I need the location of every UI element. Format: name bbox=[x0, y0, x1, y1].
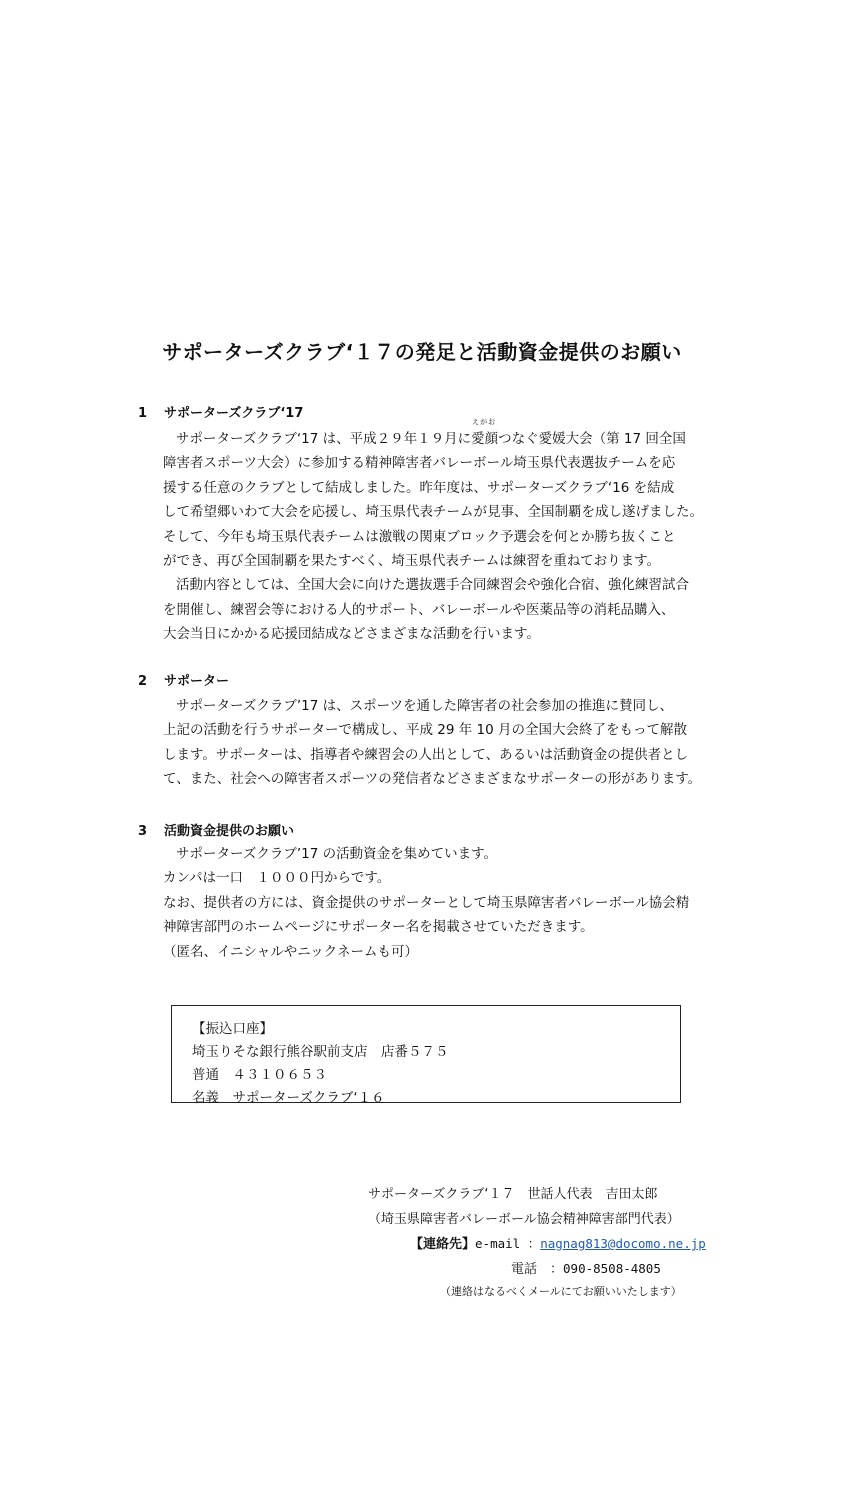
account-label: 【振込口座】 bbox=[192, 1021, 273, 1037]
section-2-title: サポーター bbox=[164, 674, 230, 689]
contact-phone-line bbox=[511, 1258, 661, 1277]
email-link[interactable]: nagnag813@docomo.ne.jp bbox=[540, 1236, 706, 1251]
section-2-number: 2 bbox=[138, 674, 148, 689]
paragraph-line: （匿名、イニシャルやニックネームも可） bbox=[163, 943, 419, 960]
account-number: 普通 ４３１０６５３ bbox=[192, 1067, 327, 1083]
ruby-reading: えがお bbox=[472, 418, 497, 426]
section-3-number: 3 bbox=[138, 824, 148, 839]
phone-label: 電話 ： bbox=[511, 1262, 564, 1277]
paragraph-line: サポーターズクラブ’17 の活動資金を集めています。 bbox=[176, 846, 498, 862]
paragraph-line: 援する任意のクラブとして結成しました。昨年度は、サポーターズクラブ‘16 を結成 bbox=[163, 479, 675, 496]
section-3-heading bbox=[138, 820, 294, 839]
paragraph-line: 上記の活動を行うサポーターで構成し、平成 29 年 10 月の全国大会終了をもって解散 bbox=[163, 722, 688, 739]
ruby-word: えがお 愛顔 bbox=[471, 418, 499, 447]
section-3-body bbox=[163, 842, 733, 964]
contact-note: （連絡はなるべくメールにてお願いいたします） bbox=[440, 1285, 682, 1298]
paragraph-line: 神障害部門のホームページにサポーター名を掲載させていただきます。 bbox=[163, 919, 594, 936]
representative-affiliation: （埼玉県障害者バレーボール協会精神障害部門代表） bbox=[368, 1212, 680, 1227]
email-label: e-mail ： bbox=[475, 1236, 541, 1251]
section-3-title: 活動資金提供のお願い bbox=[164, 824, 295, 839]
section-1-body bbox=[163, 418, 733, 647]
account-holder: 名義 サポーターズクラブ‘１６ bbox=[192, 1090, 385, 1106]
section-1-number: 1 bbox=[138, 406, 148, 421]
section-1-heading bbox=[138, 402, 303, 421]
contact-email-line bbox=[410, 1233, 706, 1252]
paragraph-line: 大会当日にかかる応援団結成などさまざまな活動を行います。 bbox=[163, 626, 540, 643]
paragraph-line: サポーターズクラブ’17 は、スポーツを通した障害者の社会参加の推進に賛同し、 bbox=[176, 698, 674, 714]
paragraph-line: カンパは一口 １０００円からです。 bbox=[163, 870, 391, 887]
paragraph-line: なお、提供者の方には、資金提供のサポーターとして埼玉県障害者バレーボール協会精 bbox=[163, 894, 690, 911]
section-2-body bbox=[163, 694, 733, 792]
paragraph-line: 障害者スポーツ大会）に参加する精神障害者バレーボール埼玉県代表選抜チームを応 bbox=[163, 455, 676, 472]
paragraph-line: ができ、再び全国制覇を果たすべく、埼玉県代表チームは練習を重ねております。 bbox=[163, 552, 661, 569]
contact-label: 【連絡先】 bbox=[410, 1237, 476, 1252]
document-title: サポーターズクラブ‘１７の発足と活動資金提供のお願い bbox=[162, 340, 682, 364]
account-bank: 埼玉りそな銀行熊谷駅前支店 店番５７５ bbox=[192, 1044, 449, 1060]
paragraph-line: 活動内容としては、全国大会に向けた選抜選手合同練習会や強化合宿、強化練習試合 bbox=[176, 577, 689, 594]
section-2-heading bbox=[138, 670, 229, 689]
paragraph-line: を開催し、練習会等における人的サポート、バレーボールや医薬品等の消耗品購入、 bbox=[163, 601, 675, 618]
paragraph-line: て、また、社会への障害者スポーツの発信者などさまざまなサポーターの形があります。 bbox=[163, 771, 702, 788]
paragraph-line: そして、今年も埼玉県代表チームは激戦の関東ブロック予選会を何とか勝ち抜くこと bbox=[163, 528, 676, 545]
bank-account-box bbox=[171, 1005, 681, 1106]
paragraph-line: して希望郷いわて大会を応援し、埼玉県代表チームが見事、全国制覇を成し遂げました。 bbox=[163, 504, 703, 521]
section-1-title: サポーターズクラブ‘17 bbox=[164, 406, 304, 421]
paragraph-line: します。サポーターは、指導者や練習会の人出として、あるいは活動資金の提供者とし bbox=[163, 746, 689, 763]
paragraph-line: サポーターズクラブ‘17 は、平成２９年１９月に えがお 愛顔つなぐ愛媛大会（第 17 回全国 bbox=[163, 427, 733, 451]
phone-number: 090-8508-4805 bbox=[563, 1261, 661, 1276]
representative-name: サポーターズクラブ‘１７ 世話人代表 吉田太郎 bbox=[368, 1187, 658, 1202]
